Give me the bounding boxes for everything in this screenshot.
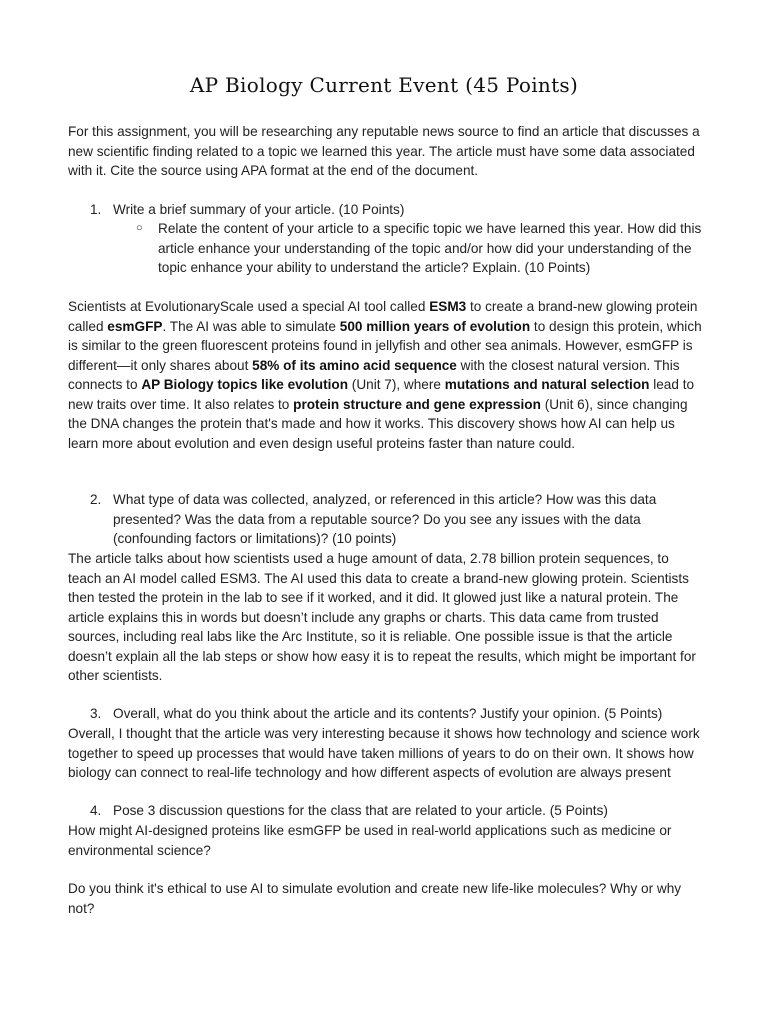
answer-1 <box>68 297 704 453</box>
answer-1-text: with the closest natural version. This connects to <box>68 357 680 392</box>
answer-1-text: (Unit 7), where <box>348 377 445 392</box>
discussion-question-2: Do you think it's ethical to use AI to simulate evolution and create new life-like molecules? Why or why not? <box>68 881 682 916</box>
question-2-text: What type of data was collected, analyzed, or referenced in this article? How was this data presented? Was the data from a reputable source? Do you see any issues with the data (confounding factors or limitations)? (10 points) <box>113 492 657 546</box>
answer-1-bold-text: esmGFP <box>107 318 163 334</box>
answer-1-text: . The AI was able to simulate <box>162 318 340 334</box>
question-3-text: Overall, what do you think about the article and its contents? Justify your opinion. (5 Points) <box>113 706 663 721</box>
question-1 <box>68 200 704 220</box>
question-3 <box>68 704 704 724</box>
document-title: AP Biology Current Event (45 Points) <box>189 73 579 97</box>
answer-1-bold-text: protein structure and gene expression <box>293 396 541 412</box>
answer-1-text: (Unit 6), since changing the DNA changes the protein that's made and how it works. This discovery shows how AI can help us learn more about evolution and even design useful proteins faster than nature could. <box>68 396 688 451</box>
discussion-question-1: How might AI-designed proteins like esmGFP be used in real-world applications such as medicine or environmental science? <box>68 823 672 858</box>
answer-1-bold-text: 58% of its amino acid sequence <box>252 357 457 373</box>
answer-1-text: lead to new traits over time. It also relates to <box>68 377 695 412</box>
assignment-intro: For this assignment, you will be researching any reputable news source to find an article that discusses a new scientific finding related to a topic we learned this year. The article must have some data associated with it. Cite the source using APA format at the end of the document. <box>68 124 700 178</box>
question-4-number: 4. <box>90 803 102 818</box>
answer-1-bold-text: ESM3 <box>429 299 467 314</box>
answer-1-text: to create a brand-new glowing protein called <box>68 299 698 334</box>
answer-2: The article talks about how scientists used a huge amount of data, 2.78 billion protein sequences, to teach an AI model called ESM3. The AI used this data to create a brand-new glowing protein. Scientists then tested the protein in the lab to see if it worked, and it did. It glowed just like a natural protein. The article explains this in words but doesn’t include any graphs or charts. This data came from trusted sources, including real labs like the Arc Institute, so it is reliable. One possible issue is that the article doesn’t explain all the lab steps or show how easy it is to repeat the results, which might be important for other scientists. <box>68 551 696 683</box>
answer-1-bold-text: 500 million years of evolution <box>339 318 531 334</box>
question-1-subpoint <box>68 219 704 278</box>
answer-1-bold-text: mutations and natural selection <box>444 377 650 392</box>
answer-3: Overall, I thought that the article was very interesting because it shows how technology and science work together to speed up processes that would have taken millions of years to do on their own. It shows how biology can connect to real-life technology and how different aspects of evolution are always present <box>68 726 700 780</box>
question-4-text: Pose 3 discussion questions for the class that are related to your article. (5 Points) <box>113 803 608 818</box>
hollow-bullet-icon: ○ <box>136 222 143 234</box>
question-3-number: 3. <box>90 706 102 721</box>
answer-1-text: to design this protein, which is similar to the green fluorescent proteins found in jellyfish and other sea animals. However, esmGFP is different—it only shares about <box>68 318 702 373</box>
question-1-number: 1. <box>90 202 102 217</box>
answer-1-bold-text: AP Biology topics like evolution <box>141 377 349 392</box>
question-1-text: Write a brief summary of your article. (10 Points) <box>113 202 405 217</box>
answer-1-text: Scientists at EvolutionaryScale used a special AI tool called <box>68 299 430 314</box>
question-2-number: 2. <box>90 492 102 507</box>
question-4 <box>68 801 704 821</box>
question-2 <box>68 490 704 549</box>
question-1-subpoint-text: Relate the content of your article to a specific topic we have learned this year. How did this article enhance your understanding of the topic and/or how did your understanding of the topic enhance your ability to understand the article? Explain. (10 Points) <box>158 221 702 275</box>
